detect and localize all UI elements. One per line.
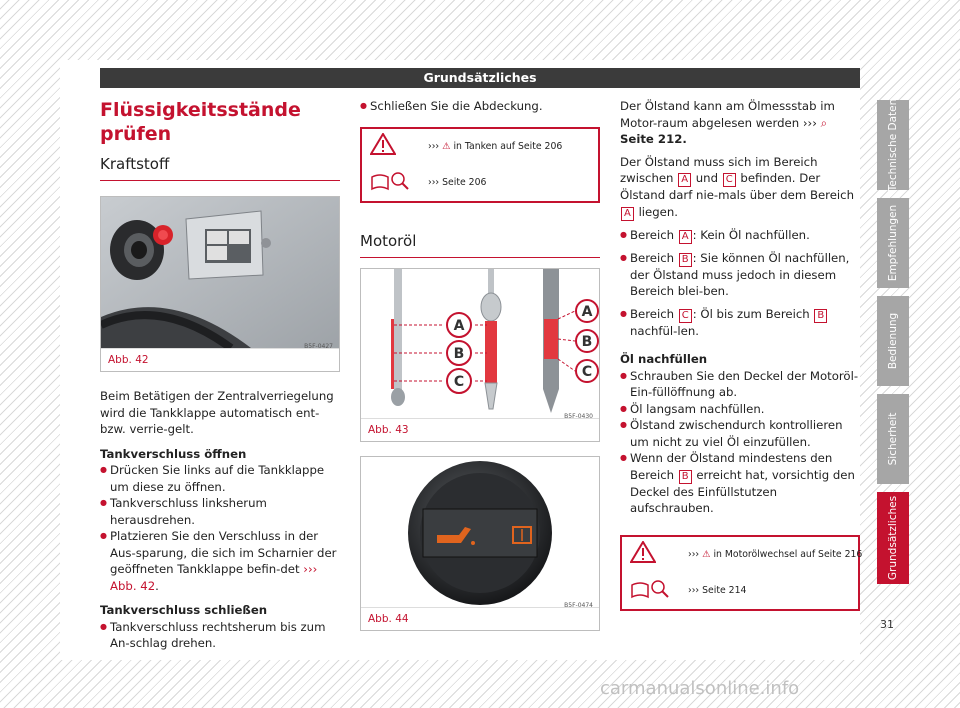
level-badge: A — [621, 207, 634, 221]
figure-code: B5F-0430 — [564, 412, 593, 420]
note-link[interactable]: Seite 206 — [442, 176, 487, 188]
column-3 — [620, 98, 863, 611]
watermark: carmanualsonline.info — [600, 678, 800, 699]
label-B: B — [453, 345, 465, 362]
column-2 — [360, 98, 600, 631]
subheading-motoroel: Motoröl — [360, 231, 417, 250]
chevrons-icon: ››› — [688, 584, 700, 596]
warning-link[interactable]: in Tanken auf Seite 206 — [453, 140, 563, 152]
list-item: ● Bereich A : Kein Öl nachfüllen. — [620, 227, 860, 244]
tab-sicherheit[interactable]: Sicherheit — [877, 394, 909, 484]
figure-43 — [360, 268, 600, 442]
figure-44 — [360, 456, 600, 631]
book-search-icon: ⌕ — [820, 115, 828, 130]
list-item: ● Drücken Sie links auf die Tankklappe um diese zu öffnen. — [100, 462, 340, 495]
note-row — [362, 165, 598, 201]
section-header: Grundsätzliches — [100, 68, 860, 88]
list-item: ● Bereich C : Öl bis zum Bereich B nachfül-len. — [620, 306, 860, 340]
label-A: A — [453, 317, 465, 334]
figure-code: B5F-0474 — [564, 601, 593, 609]
note-row — [622, 573, 858, 609]
figure-caption: Abb. 42 — [101, 348, 339, 371]
page-reference[interactable]: Seite 212. — [620, 132, 687, 146]
list-item: ● Schließen Sie die Abdeckung. — [360, 98, 600, 115]
dipstick-diagram — [361, 269, 599, 418]
cross-reference-link[interactable]: ››› Abb. 42 — [110, 562, 318, 593]
list-item: ● Tankverschluss linksherum herausdrehen. — [100, 495, 340, 528]
figure-caption: Abb. 44 — [361, 607, 599, 630]
warning-small-icon: ⚠ — [442, 140, 451, 152]
subheading-kraftstoff: Kraftstoff — [100, 155, 170, 173]
label-C: C — [581, 363, 593, 380]
oil-cap-photo — [361, 457, 599, 607]
figure-caption: Abb. 43 — [361, 418, 599, 441]
warning-row — [362, 129, 598, 165]
chevrons-icon: ››› — [428, 176, 440, 188]
fuel-cap-photo — [101, 197, 339, 348]
chevrons-icon: ››› — [428, 140, 440, 152]
list-item: ● Wenn der Ölstand mindestens den Bereich B erreicht hat, vorsichtig den Deckel des Einfüllstutzen aufschrauben. — [620, 450, 860, 517]
list-item: ● Platzieren Sie den Verschluss in der Aus-sparung, die sich im Scharnier der geöffneten Tankklappe befin-det ››› Abb. 42. — [100, 528, 340, 594]
figure-code: B5F-0427 — [304, 343, 333, 350]
environment-note-icon — [630, 577, 670, 599]
page-number: 31 — [880, 618, 894, 631]
heading-rule — [360, 257, 600, 258]
warning-row — [622, 537, 863, 573]
level-badge: C — [723, 173, 736, 187]
page-title: Flüssigkeitsstände prüfen — [100, 99, 301, 145]
subheading-oil-refill: Öl nachfüllen — [620, 352, 708, 366]
list-item: ● Schrauben Sie den Deckel der Motoröl-Ein-füllöffnung ab. — [620, 368, 860, 401]
page — [60, 60, 863, 660]
column-1 — [100, 98, 340, 652]
paragraph-range: Der Ölstand muss sich im Bereich zwischen A und C befinden. Der Ölstand darf nie-mals über dem Bereich A liegen. — [620, 154, 854, 219]
list-item: ● Bereich B : Sie können Öl nachfüllen, der Ölstand muss jedoch in diesem Bereich blei-ben. — [620, 250, 860, 300]
level-badge: A — [678, 173, 691, 187]
warning-small-icon: ⚠ — [702, 548, 711, 560]
tab-empfehlungen[interactable]: Empfehlungen — [877, 198, 909, 288]
paragraph-intro: Beim Betätigen der Zentralverriegelung wird die Tankklappe automatisch ent- bzw. verrie-gelt. — [100, 389, 334, 436]
tab-grundsaetzliches[interactable]: Grundsätzliches — [877, 492, 909, 584]
list-item: ● Öl langsam nachfüllen. — [620, 401, 860, 418]
warning-box — [360, 127, 600, 203]
list-item: ● Tankverschluss rechtsherum bis zum An-schlag drehen. — [100, 619, 340, 652]
chevrons-icon: ››› — [688, 548, 700, 560]
tab-bedienung[interactable]: Bedienung — [877, 296, 909, 386]
list-item: ● Ölstand zwischendurch kontrollieren um nicht zu viel Öl einzufüllen. — [620, 417, 860, 450]
label-C: C — [453, 373, 465, 390]
tab-technische-daten[interactable]: Technische Daten — [877, 100, 909, 190]
warning-triangle-icon — [370, 133, 396, 155]
figure-42 — [100, 196, 340, 372]
warning-link[interactable]: in Motorölwechsel auf Seite 216 — [713, 548, 863, 560]
environment-note-icon — [370, 169, 410, 191]
chevrons-icon: ››› — [802, 115, 817, 130]
subheading-close: Tankverschluss schließen — [100, 603, 268, 617]
label-A: A — [581, 303, 593, 320]
subheading-open: Tankverschluss öffnen — [100, 446, 247, 461]
warning-triangle-icon — [630, 541, 656, 563]
note-link[interactable]: Seite 214 — [702, 584, 747, 596]
paragraph-dipstick: Der Ölstand kann am Ölmessstab im Motor-raum abgelesen werden ››› ⌕ Seite 212. — [620, 99, 835, 146]
warning-box — [620, 535, 863, 611]
label-B: B — [581, 333, 593, 350]
heading-rule — [100, 180, 340, 181]
